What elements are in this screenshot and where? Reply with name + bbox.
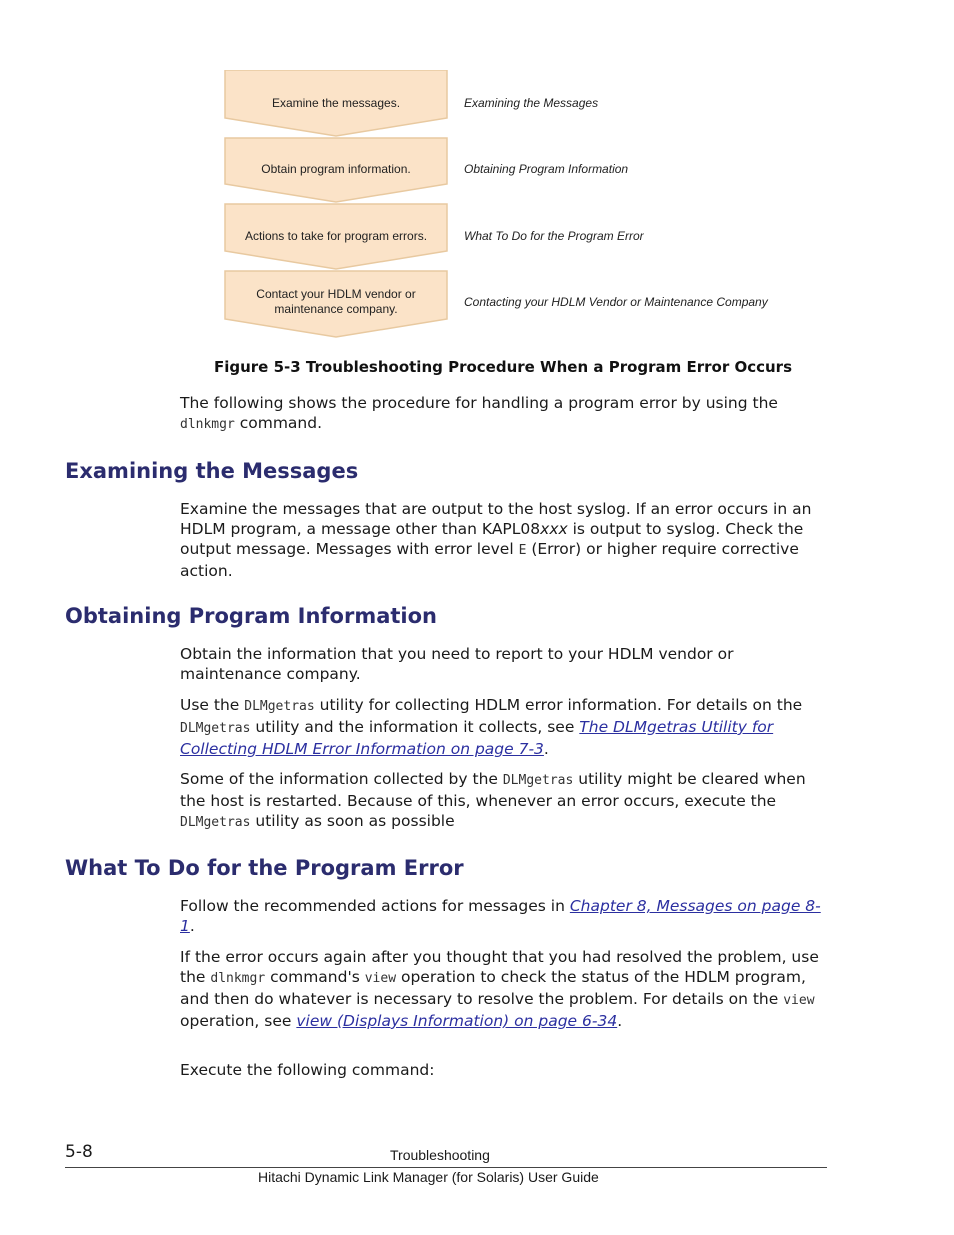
step-2-label: Obtaining Program Information	[464, 162, 629, 176]
examining-paragraph: Examine the messages that are output to the host syslog. If an error occurs in an HDLM program, a message other than KAPL08xxx is output to syslog. Check the output message. Messages with error level E (Error) or higher require corrective action.	[180, 500, 812, 580]
step-3-label: What To Do for the Program Error	[464, 229, 644, 243]
heading-examining-messages: Examining the Messages	[65, 459, 359, 483]
intro-paragraph: The following shows the procedure for handling a program error by using the dlnkmgr command.	[180, 394, 778, 432]
footer-chapter: Troubleshooting	[390, 1147, 490, 1163]
step-4-box-text: Contact your HDLM vendor or maintenance company.	[256, 287, 416, 316]
page-number: 5-8	[65, 1142, 93, 1162]
step-2-box-text: Obtain program information.	[261, 162, 411, 176]
obtaining-paragraph-3: Some of the information collected by the DLMgetras utility might be cleared when the host is restarted. Because of this, whenever an error occurs, execute the DLMgetras utility as soon as possible	[180, 770, 806, 830]
step-3-box-text: Actions to take for program errors.	[244, 229, 428, 243]
obtaining-paragraph-1: Obtain the information that you need to report to your HDLM vendor or maintenance company.	[180, 645, 734, 683]
step-1-label: Examining the Messages	[464, 96, 599, 110]
procedure-flowchart	[224, 70, 824, 340]
obtaining-paragraph-2: Use the DLMgetras utility for collecting HDLM error information. For details on the DLMgetras utility and the information it collects, see The DLMgetras Utility for Collecting HDLM Error Information on page 7-3.	[180, 696, 803, 758]
heading-what-to-do: What To Do for the Program Error	[65, 856, 464, 880]
heading-obtaining-information: Obtaining Program Information	[65, 604, 438, 628]
footer-book-title: Hitachi Dynamic Link Manager (for Solaris) User Guide	[258, 1169, 599, 1185]
link-chapter-8-messages[interactable]: Chapter 8, Messages on page 8-1	[180, 897, 821, 935]
footer-divider	[65, 1167, 827, 1168]
whattodo-paragraph-2: If the error occurs again after you thought that you had resolved the problem, use the dlnkmgr command's view operation to check the status of the HDLM program, and then do whatever is necessary to resolve the problem. For details on the view operation, see view (Displays Information) on page 6-34.	[180, 948, 819, 1030]
whattodo-paragraph-3: Execute the following command:	[180, 1061, 435, 1079]
step-4-label: Contacting your HDLM Vendor or Maintenance Company	[464, 295, 768, 309]
whattodo-paragraph-1: Follow the recommended actions for messages in Chapter 8, Messages on page 8-1.	[180, 897, 821, 935]
link-view-displays-information[interactable]: view (Displays Information) on page 6-34	[296, 1012, 618, 1030]
figure-caption: Figure 5-3 Troubleshooting Procedure When a Program Error Occurs	[213, 358, 793, 376]
link-dlmgetras-utility[interactable]: The DLMgetras Utility for Collecting HDLM Error Information on page 7-3	[180, 718, 774, 758]
step-1-box-text: Examine the messages.	[271, 96, 401, 110]
dlnkmgr-code: dlnkmgr	[180, 417, 235, 432]
error-level-code: E	[518, 543, 527, 558]
